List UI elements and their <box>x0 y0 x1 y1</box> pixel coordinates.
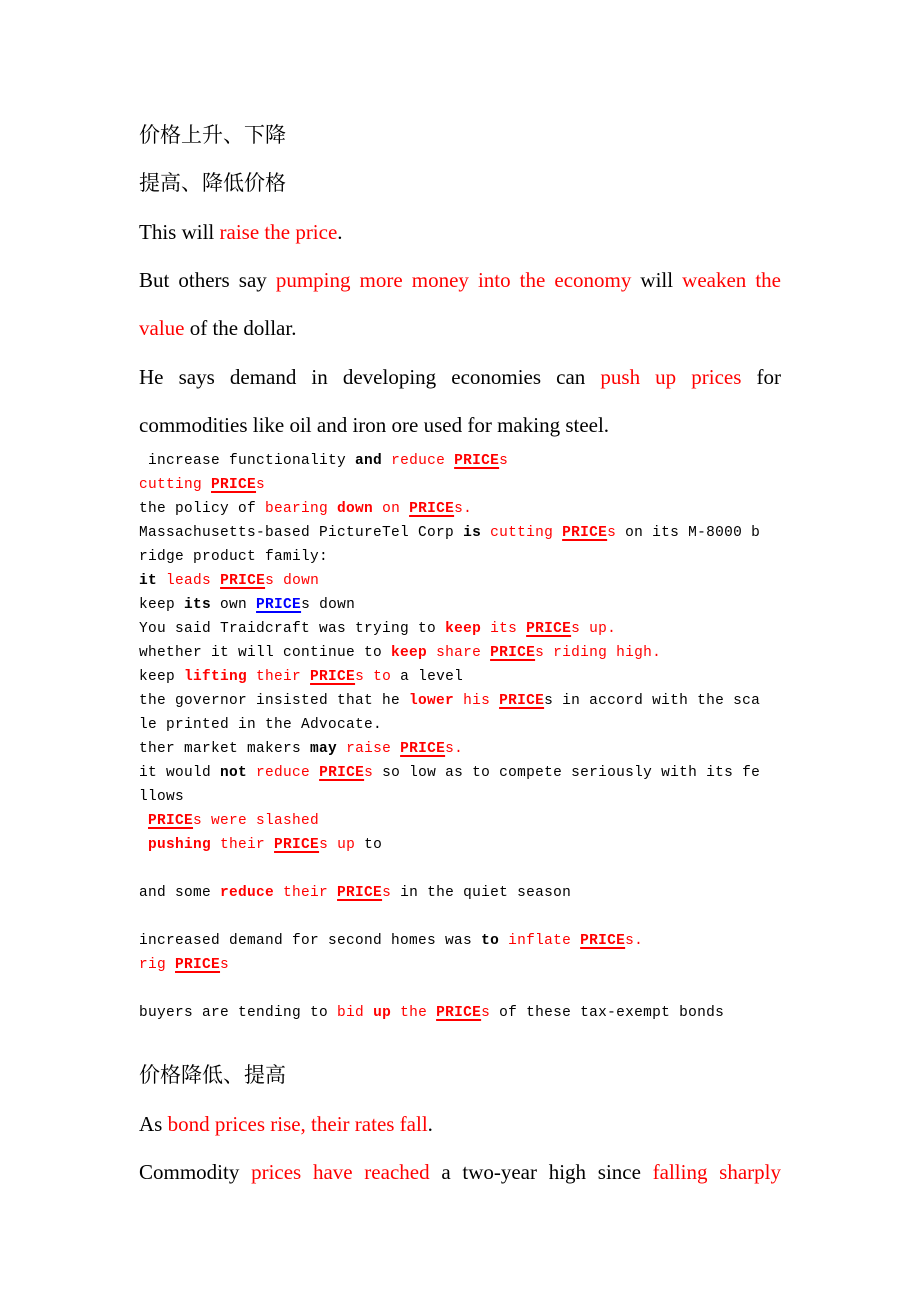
highlighted-text: down <box>337 501 374 517</box>
highlighted-text: their <box>247 669 311 685</box>
text-run: ridge product family: <box>139 549 329 565</box>
text-run: le printed in the Advocate. <box>139 717 383 733</box>
keyword-highlight: PRICE <box>400 741 446 757</box>
text-run: a level <box>391 669 464 685</box>
paragraph-line <box>139 268 781 292</box>
example-line <box>139 812 781 830</box>
text-run <box>571 933 580 949</box>
text-run <box>499 933 508 949</box>
highlighted-text: his <box>454 693 500 709</box>
highlighted-text: s <box>364 765 374 781</box>
text-run: increased demand for second homes was <box>139 933 482 949</box>
text-run: may <box>310 741 338 757</box>
text-run <box>310 765 319 781</box>
keyword-highlight: PRICE <box>526 621 572 637</box>
text-run: llows <box>139 789 185 805</box>
text-run: own <box>211 597 257 613</box>
highlighted-text: keep <box>391 645 428 661</box>
text-run: a two-year high since <box>429 1160 653 1184</box>
text-run <box>382 453 391 469</box>
highlighted-text: keep <box>445 621 482 637</box>
text-run: Massachusetts-based PictureTel Corp <box>139 525 464 541</box>
paragraph-line <box>139 365 781 389</box>
text-run: 价格上升、下降 <box>139 123 286 147</box>
keyword-highlight: PRICE <box>409 501 455 517</box>
highlighted-text: cutting <box>490 525 554 541</box>
highlighted-text: bond prices rise, their rates fall <box>167 1112 428 1136</box>
highlighted-text: s. <box>454 501 473 517</box>
example-line <box>139 788 781 806</box>
text-run: increase functionality <box>139 453 356 469</box>
highlighted-text: s <box>382 885 392 901</box>
text-run: not <box>220 765 248 781</box>
text-run <box>337 741 346 757</box>
text-run: to <box>355 837 383 853</box>
text-run: Commodity <box>139 1160 252 1184</box>
highlighted-text: lower <box>409 693 455 709</box>
text-run: it <box>139 573 158 589</box>
highlighted-text: raise <box>346 741 392 757</box>
example-line <box>139 500 781 518</box>
highlighted-text: cutting <box>139 477 212 493</box>
example-line <box>139 452 781 470</box>
example-line <box>139 884 781 902</box>
highlighted-text: s up <box>319 837 356 853</box>
text-run: s down <box>301 597 356 613</box>
text-run: it would <box>139 765 221 781</box>
text-run: for <box>741 365 781 389</box>
example-line <box>139 1004 781 1022</box>
highlighted-text: pushing <box>148 837 212 853</box>
highlighted-text: s <box>220 957 230 973</box>
highlighted-text: s. <box>445 741 464 757</box>
paragraph-line <box>139 123 781 147</box>
text-run: keep <box>139 669 185 685</box>
text-run <box>364 1005 373 1021</box>
paragraph-line <box>139 316 781 340</box>
paragraph-line <box>139 1160 781 1184</box>
highlighted-text: s <box>481 1005 491 1021</box>
example-line <box>139 692 781 710</box>
highlighted-text: up <box>373 1005 392 1021</box>
highlighted-text: leads <box>166 573 212 589</box>
highlighted-text: lifting <box>184 669 248 685</box>
keyword-highlight: PRICE <box>580 933 626 949</box>
highlighted-text: the <box>391 1005 437 1021</box>
text-run <box>139 837 148 853</box>
highlighted-text: s down <box>265 573 320 589</box>
keyword-highlight: PRICE <box>256 597 302 613</box>
text-run: will <box>631 268 683 292</box>
keyword-highlight: PRICE <box>220 573 266 589</box>
keyword-highlight: PRICE <box>436 1005 482 1021</box>
highlighted-text: reduce <box>256 765 311 781</box>
text-run <box>247 765 256 781</box>
text-run: of these tax-exempt bonds <box>490 1005 725 1021</box>
highlighted-text: on <box>373 501 410 517</box>
text-run: whether it will continue to <box>139 645 392 661</box>
text-run <box>445 453 454 469</box>
example-line <box>139 764 781 782</box>
highlighted-text: its <box>481 621 527 637</box>
keyword-highlight: PRICE <box>319 765 365 781</box>
highlighted-text: prices have reached <box>251 1160 430 1184</box>
text-run <box>157 573 166 589</box>
text-run <box>211 573 220 589</box>
highlighted-text: their <box>274 885 338 901</box>
highlighted-text: pumping more money into the economy <box>275 268 632 292</box>
highlighted-text: s <box>256 477 266 493</box>
text-run: and some <box>139 885 221 901</box>
keyword-highlight: PRICE <box>211 477 257 493</box>
highlighted-text: value <box>139 316 185 340</box>
text-run: But others say <box>139 268 276 292</box>
text-run: . <box>337 220 343 244</box>
keyword-highlight: PRICE <box>148 813 194 829</box>
keyword-highlight: PRICE <box>454 453 500 469</box>
keyword-highlight: PRICE <box>337 885 383 901</box>
text-run: buyers are tending to <box>139 1005 338 1021</box>
highlighted-text: falling sharply <box>652 1160 782 1184</box>
text-run: on its M-8000 b <box>616 525 761 541</box>
highlighted-text: s riding high. <box>535 645 662 661</box>
example-line <box>139 548 781 566</box>
highlighted-text: share <box>427 645 491 661</box>
highlighted-text: reduce <box>220 885 275 901</box>
example-line <box>139 668 781 686</box>
example-line <box>139 956 781 974</box>
text-run <box>391 741 400 757</box>
highlighted-text: bid <box>337 1005 365 1021</box>
example-line <box>139 476 781 494</box>
example-line <box>139 740 781 758</box>
text-run: so low as to compete seriously with its fe <box>373 765 761 781</box>
example-line <box>139 572 781 590</box>
keyword-highlight: PRICE <box>310 669 356 685</box>
text-run <box>481 525 490 541</box>
paragraph-line <box>139 413 781 437</box>
example-line <box>139 524 781 542</box>
highlighted-text: bearing <box>265 501 338 517</box>
highlighted-text: push up prices <box>600 365 742 389</box>
text-run: 提高、降低价格 <box>139 171 286 195</box>
text-run: and <box>355 453 383 469</box>
highlighted-text: raise the price <box>219 220 338 244</box>
paragraph-line <box>139 220 781 244</box>
highlighted-text: rig <box>139 957 176 973</box>
highlighted-text: weaken the <box>682 268 781 292</box>
paragraph-line <box>139 1112 781 1136</box>
text-run <box>139 813 148 829</box>
text-run: in the quiet season <box>391 885 572 901</box>
keyword-highlight: PRICE <box>274 837 320 853</box>
example-line <box>139 596 781 614</box>
example-line <box>139 716 781 734</box>
text-run: commodities like oil and iron ore used for making steel. <box>139 413 610 437</box>
text-run: the governor insisted that he <box>139 693 410 709</box>
highlighted-text: reduce <box>391 453 446 469</box>
highlighted-text: s to <box>355 669 392 685</box>
text-run: You said Traidcraft was trying to <box>139 621 446 637</box>
example-line <box>139 644 781 662</box>
text-run: 价格降低、提高 <box>139 1063 286 1087</box>
text-run: the policy of <box>139 501 266 517</box>
highlighted-text: s. <box>625 933 644 949</box>
text-run: ther market makers <box>139 741 311 757</box>
text-run: As <box>139 1112 168 1136</box>
text-run: He says demand in developing economies can <box>139 365 601 389</box>
text-run: is <box>463 525 482 541</box>
highlighted-text: inflate <box>508 933 572 949</box>
text-run <box>553 525 562 541</box>
text-run: s in accord with the sca <box>544 693 761 709</box>
paragraph-line <box>139 171 781 195</box>
highlighted-text: their <box>211 837 275 853</box>
text-run: of the dollar. <box>184 316 297 340</box>
keyword-highlight: PRICE <box>490 645 536 661</box>
text-run: keep <box>139 597 185 613</box>
keyword-highlight: PRICE <box>562 525 608 541</box>
example-line <box>139 620 781 638</box>
text-run: its <box>184 597 212 613</box>
highlighted-text: s <box>499 453 509 469</box>
example-line <box>139 932 781 950</box>
text-run: to <box>481 933 500 949</box>
keyword-highlight: PRICE <box>499 693 545 709</box>
example-line <box>139 836 781 854</box>
highlighted-text: s up. <box>571 621 617 637</box>
highlighted-text: s were slashed <box>193 813 320 829</box>
text-run: This will <box>139 220 220 244</box>
paragraph-line <box>139 1063 781 1087</box>
text-run: . <box>427 1112 433 1136</box>
keyword-highlight: PRICE <box>175 957 221 973</box>
highlighted-text: s <box>607 525 617 541</box>
